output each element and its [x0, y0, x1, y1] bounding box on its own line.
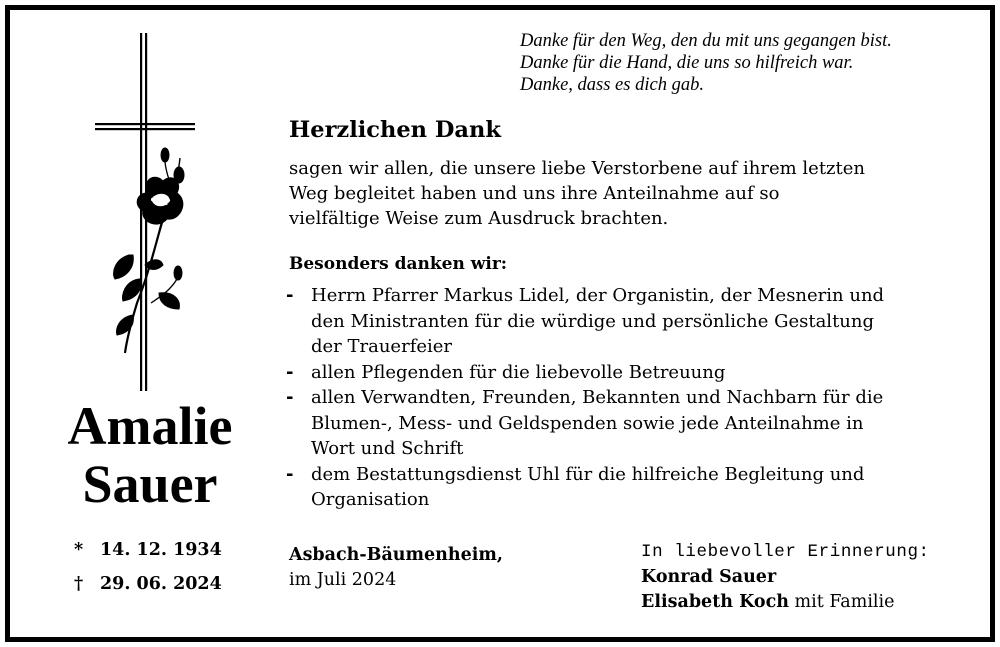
place-date: im Juli 2024 — [289, 570, 397, 590]
list-item — [286, 360, 976, 386]
thanks-intro — [289, 156, 949, 231]
cross-with-rose-icon — [85, 33, 205, 395]
intro-line: vielfältige Weise zum Ausdruck brachten. — [289, 208, 669, 229]
list-item-line: dem Bestattungsdienst Uhl für die hilfreiche Begleitung und — [311, 463, 865, 485]
list-item-line: allen Verwandten, Freunden, Bekannten und Nachbarn für die — [311, 387, 884, 408]
birth-date: 14. 12. 1934 — [100, 540, 222, 560]
deceased-name — [30, 397, 270, 513]
last-name: Sauer — [82, 454, 218, 514]
signature-block — [641, 540, 930, 615]
signature-line-2 — [641, 590, 930, 615]
death-symbol: † — [74, 574, 84, 594]
motto — [520, 30, 980, 96]
dash-bullet: - — [286, 361, 294, 383]
signature-intro: In liebevoller Erinnerung: — [641, 542, 930, 562]
dash-bullet: - — [286, 463, 294, 485]
list-item-line: allen Pflegenden für die liebevolle Betreuung — [311, 361, 726, 383]
signature-name-2: Elisabeth Koch — [641, 592, 789, 612]
motto-line: Danke für den Weg, den du mit uns gegangen bist. — [520, 31, 892, 51]
list-item-line: den Ministranten für die würdige und persönliche Gestaltung — [311, 310, 875, 332]
intro-line: sagen wir allen, die unsere liebe Verstorbene auf ihrem letzten — [289, 158, 866, 179]
motto-line: Danke, dass es dich gab. — [520, 75, 704, 95]
place-town: Asbach-Bäumenheim, — [289, 545, 503, 565]
life-dates — [74, 540, 222, 608]
thanks-title: Herzlichen Dank — [289, 117, 501, 143]
death-row — [74, 574, 222, 608]
signature-suffix: mit Familie — [788, 592, 895, 612]
thanks-list — [286, 283, 976, 513]
rose-icon — [114, 148, 184, 353]
motto-line: Danke für die Hand, die uns so hilfreich war. — [520, 53, 854, 73]
list-item-line: Wort und Schrift — [311, 438, 464, 459]
intro-line: Weg begleitet haben und uns ihre Anteilnahme auf so — [289, 183, 780, 204]
death-date: 29. 06. 2024 — [100, 574, 222, 594]
birth-symbol: * — [74, 540, 84, 560]
list-item — [286, 283, 976, 360]
special-thanks-heading: Besonders danken wir: — [289, 254, 508, 274]
place-and-date — [289, 543, 503, 593]
birth-row — [74, 540, 222, 574]
list-item — [286, 462, 976, 513]
list-item-line: Herrn Pfarrer Markus Lidel, der Organistin, der Mesnerin und — [311, 285, 885, 306]
signature-name-1: Konrad Sauer — [641, 567, 777, 587]
list-item-line: Blumen-, Mess- und Geldspenden sowie jede Anteilnahme in — [311, 412, 864, 434]
list-item — [286, 385, 976, 462]
list-item-line: Organisation — [311, 489, 430, 510]
first-name: Amalie — [67, 396, 233, 456]
list-item-line: der Trauerfeier — [311, 336, 453, 357]
dash-bullet: - — [286, 285, 294, 306]
dash-bullet: - — [286, 387, 294, 408]
